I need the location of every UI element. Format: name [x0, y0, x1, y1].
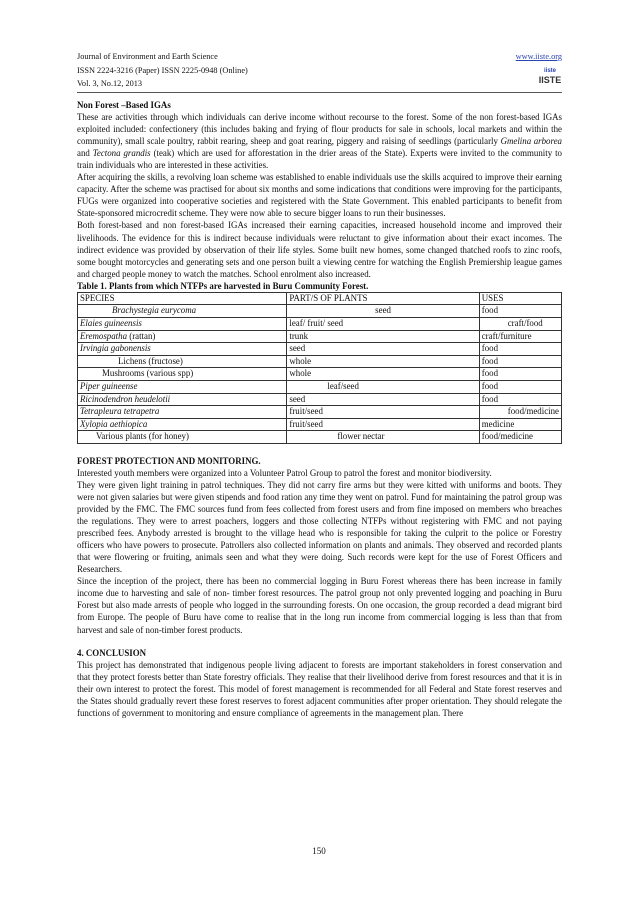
part-cell: fruit/seed — [287, 418, 479, 431]
use-cell: craft/furniture — [479, 330, 561, 343]
column-header: SPECIES — [78, 292, 287, 305]
part-cell: seed — [287, 305, 479, 318]
paragraph: After acquiring the skills, a revolving loan scheme was established to enable individuals use the skills acquired to improve their earning capacity. After the scheme was practised for about six months and some indications that conditions were improving for the participants, FUGs were organized into cooperative societies and registered with the State Government. This enabled participants to benefit from State-sponsored microcredit scheme. They were now able to secure bigger loans to run their businesses. — [77, 172, 562, 219]
section-heading-protection: FOREST PROTECTION AND MONITORING. — [77, 455, 261, 466]
use-cell: food — [479, 380, 561, 393]
table-row — [78, 418, 562, 431]
part-cell: leaf/seed — [287, 380, 479, 393]
svg-text:IISTE: IISTE — [538, 75, 562, 85]
table-row — [78, 343, 562, 356]
use-cell: food — [479, 393, 561, 406]
use-cell: craft/food — [479, 317, 561, 330]
species-cell: Lichens (fructose) — [78, 355, 287, 368]
paragraph: Both forest-based and non forest-based IGAs increased their earning capacities, increased household income and improved their livelihoods. The evidence for this is indirect because individuals were reluctant to give information about their exact incomes. The indirect evidence was provided by observation of their life styles. Some built new homes, some changed thatched roofs to zinc roofs, some bought motorcycles and generating sets and one person built a viewing centre for watching the English Premiership league games and charged people money to watch the matches. School enrolment also increased. — [77, 220, 562, 279]
page-number: 150 — [312, 846, 326, 856]
journal-volume: Vol. 3, No.12, 2013 — [77, 79, 143, 88]
species-cell: Tetrapleura tetrapetra — [80, 406, 160, 417]
table-row — [78, 317, 562, 330]
table-row — [78, 380, 562, 393]
table-header-row — [78, 292, 562, 305]
table-row — [78, 305, 562, 318]
table-row — [78, 406, 562, 419]
species-cell: Xylopia aethiopica — [80, 418, 148, 429]
part-cell: leaf/ fruit/ seed — [287, 317, 479, 330]
species-cell: Irvingia gabonensis — [80, 343, 151, 354]
journal-issn: ISSN 2224-3216 (Paper) ISSN 2225-0948 (Online) — [77, 65, 248, 75]
use-cell: food — [479, 305, 561, 318]
table-row — [78, 355, 562, 368]
plants-table — [77, 292, 562, 444]
paragraph: These are activities through which individuals can derive income without recourse to the forest. Some of the non forest-based IGAs exploited included: confectionery (this includes baking and frying of flour products for sale in schools, local markets and within the community), small scale poultry, rabbit rearing, sheep and goat rearing, piggery and raising of seedlings (particularly Gmelina arborea and Tectona grandis (teak) which are used for afforestation in the drier areas of the State). Experts were invited to the community to train individuals who are interested in these activities. — [77, 112, 562, 171]
header-rule — [77, 92, 562, 93]
species-cell: Elaies guineensis — [80, 317, 142, 328]
article-body — [77, 99, 562, 719]
iiste-logo-icon — [538, 63, 562, 85]
part-cell: flower nectar — [287, 431, 479, 444]
part-cell: seed — [287, 343, 479, 356]
paragraph: Since the inception of the project, there has been no commercial logging in Buru Forest whereas there has been increase in family income due to harvesting and sale of non- timber forest resources. The patrol group not only prevented logging and poaching in Buru Forest but also made arrests of people who logged in the surrounding forests. On one occasion, the group recorded a dead migrant bird from Europe. The people of Buru have come to realise that in the long run income from commercial logging is less than that from harvest and sale of non-timber forest products. — [77, 576, 562, 635]
use-cell: food — [479, 368, 561, 381]
use-cell: food/medicine — [479, 431, 561, 444]
table-row — [78, 393, 562, 406]
species-cell: Various plants (for honey) — [78, 431, 287, 444]
section-heading-nonforest: Non Forest –Based IGAs — [77, 100, 171, 110]
use-cell: food/medicine — [479, 406, 561, 419]
part-cell: trunk — [287, 330, 479, 343]
page-header — [77, 50, 562, 91]
table-row — [78, 330, 562, 343]
part-cell: seed — [287, 393, 479, 406]
table-row — [78, 431, 562, 444]
species-cell: Eremospatha — [80, 330, 128, 341]
paragraph: Interested youth members were organized into a Volunteer Patrol Group to patrol the forest and monitor biodiversity. — [77, 467, 492, 478]
paragraph: This project has demonstrated that indigenous people living adjacent to forests are important stakeholders in forest conservation and that they protect forests better than State forestry officials. They realise that their livelihood derive from forest resources and that it is in their own interest to protect the forest. This model of forest management is recommended for all Federal and State forest reserves and the States should gradually revert these forest reserves to forest adjacent communities after proper orientation. They should relegate the functions of government to monitoring and ensure compliance of agreements in the management plan. There — [77, 659, 562, 718]
species-common-name: (rattan) — [127, 330, 156, 341]
journal-title: Journal of Environment and Earth Science — [77, 52, 218, 61]
section-heading-conclusion: 4. CONCLUSION — [77, 647, 147, 658]
species-cell: Ricinodendron heudelotii — [80, 393, 171, 404]
use-cell: food — [479, 355, 561, 368]
column-header: USES — [479, 292, 561, 305]
use-cell: medicine — [479, 418, 561, 431]
species-cell: Piper guineense — [80, 380, 138, 391]
table-caption: Table 1. Plants from which NTFPs are harvested in Buru Community Forest. — [77, 280, 369, 291]
svg-text:iiste: iiste — [543, 68, 557, 74]
table-row — [78, 368, 562, 381]
species-cell: Brachystegia eurycoma — [112, 305, 197, 316]
part-cell: fruit/seed — [287, 406, 479, 419]
paragraph: They were given light training in patrol techniques. They did not carry fire arms but they were kitted with uniforms and boots. They were not given salaries but were given stipends and food ration any time they went on patrol. Fund for maintaining the patrol group was provided by the FMC. The FMC sources fund from fees collected from forest users and from fine imposed on members who breaches the regulations. They were to arrest poachers, loggers and those collecting NTFPs without registering with FMC and not paying prescribed fees. Anybody arrested is brought to the village head who is responsible for taking the culprit to the police or Forestry officers who have powers to prosecute. Patrollers also collected information on plants and animals. They observed and recorded plants that were flowering or fruiting, animals seen and what they were doing. Such records were kept for the use of Forest Officers and Researchers. — [77, 479, 562, 575]
part-cell: whole — [287, 368, 479, 381]
journal-url-link[interactable]: www.iiste.org — [515, 52, 562, 61]
species-cell: Mushrooms (various spp) — [78, 368, 287, 381]
part-cell: whole — [287, 355, 479, 368]
use-cell: food — [479, 343, 561, 356]
column-header: PART/S OF PLANTS — [287, 292, 479, 305]
